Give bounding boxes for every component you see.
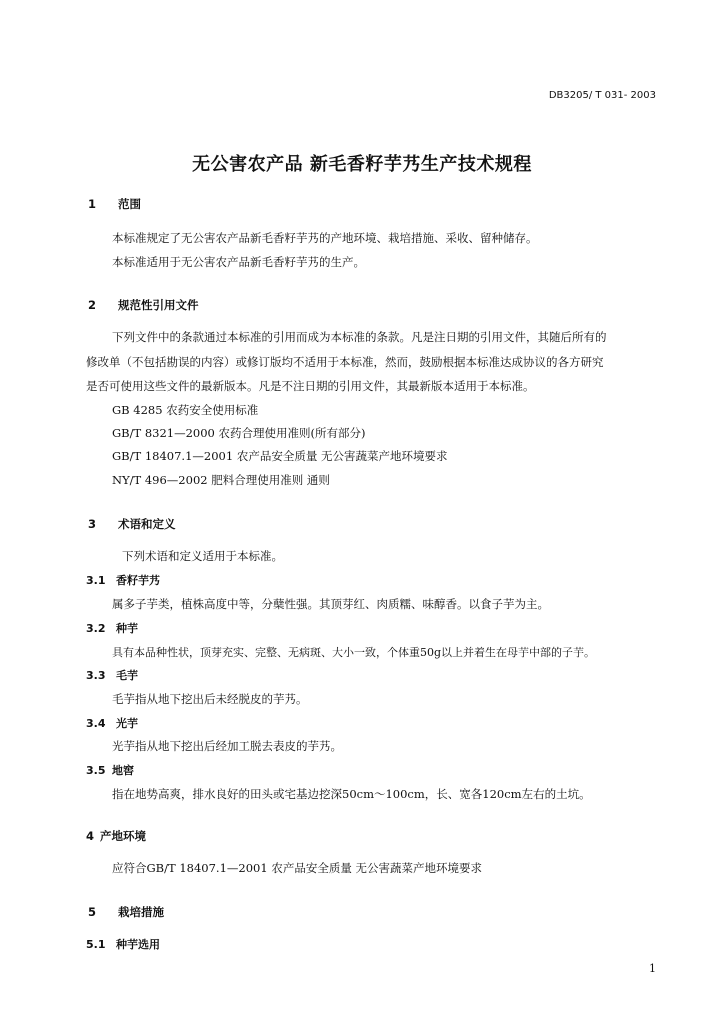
term-heading xyxy=(86,667,138,683)
section-3-heading xyxy=(88,516,176,532)
paragraph: 本标准适用于无公害农产品新毛香籽芋艿的生产。 xyxy=(112,255,365,269)
term-number: 3.2 xyxy=(86,622,106,635)
term-number: 3.3 xyxy=(86,669,106,682)
document-title: 无公害农产品 新毛香籽芋艿生产技术规程 xyxy=(192,154,532,175)
term-name: 种芋 xyxy=(116,622,138,635)
section-number: 3 xyxy=(88,517,97,531)
paragraph-line: 下列文件中的条款通过本标准的引用而成为本标准的条款。凡是注日期的引用文件，其随后所有的 xyxy=(112,330,607,344)
section-4-heading xyxy=(86,828,146,844)
term-heading xyxy=(86,762,134,778)
paragraph: 下列术语和定义适用于本标准。 xyxy=(122,549,283,563)
reference-item: GB/T 8321—2000 农药合理使用准则(所有部分) xyxy=(112,426,366,440)
term-definition: 属多子芋类，植株高度中等，分蘖性强。其顶芽红、肉质糯、味醇香。以食子芋为主。 xyxy=(112,597,549,611)
paragraph: 本标准规定了无公害农产品新毛香籽芋艿的产地环境、栽培措施、采收、留种储存。 xyxy=(112,231,538,245)
section-title: 范围 xyxy=(118,197,141,211)
term-heading xyxy=(86,572,160,588)
term-heading xyxy=(86,620,138,636)
term-name: 地窖 xyxy=(112,764,134,777)
term-heading xyxy=(86,715,138,731)
section-5-heading xyxy=(88,904,164,920)
section-title: 术语和定义 xyxy=(118,517,176,531)
subsection-number: 5.1 xyxy=(86,938,106,951)
reference-item: GB 4285 农药安全使用标准 xyxy=(112,403,259,417)
page-number: 1 xyxy=(649,962,656,975)
term-definition: 毛芋指从地下挖出后未经脱皮的芋艿。 xyxy=(112,692,308,706)
section-number: 4 xyxy=(86,829,95,843)
section-2-heading xyxy=(88,297,199,313)
paragraph-line: 修改单（不包括勘误的内容）或修订版均不适用于本标准，然而，鼓励根据本标准达成协议的各方研究 xyxy=(86,355,604,369)
section-number: 1 xyxy=(88,197,97,211)
term-name: 光芋 xyxy=(116,717,138,730)
term-definition: 光芋指从地下挖出后经加工脱去表皮的芋艿。 xyxy=(112,739,342,753)
paragraph-line: 是否可使用这些文件的最新版本。凡是不注日期的引用文件，其最新版本适用于本标准。 xyxy=(86,379,535,393)
term-name: 毛芋 xyxy=(116,669,138,682)
paragraph: 应符合GB/T 18407.1—2001 农产品安全质量 无公害蔬菜产地环境要求 xyxy=(112,861,482,875)
term-number: 3.5 xyxy=(86,764,106,777)
reference-item: GB/T 18407.1—2001 农产品安全质量 无公害蔬菜产地环境要求 xyxy=(112,449,448,463)
section-title: 规范性引用文件 xyxy=(118,298,199,312)
term-number: 3.4 xyxy=(86,717,106,730)
term-name: 香籽芋艿 xyxy=(116,574,160,587)
subsection-title: 种芋选用 xyxy=(116,938,160,951)
section-number: 2 xyxy=(88,298,97,312)
section-1-heading xyxy=(88,196,141,212)
reference-item: NY/T 496—2002 肥料合理使用准则 通则 xyxy=(112,473,330,487)
section-number: 5 xyxy=(88,905,97,919)
section-title: 栽培措施 xyxy=(118,905,164,919)
subsection-heading xyxy=(86,936,160,952)
term-definition: 具有本品种性状，顶芽充实、完整、无病斑、大小一致，个体重50g以上并着生在母芋中部的子芋。 xyxy=(112,646,596,659)
term-definition: 指在地势高爽，排水良好的田头或宅基边挖深50cm～100cm，长、宽各120cm左右的土坑。 xyxy=(112,787,591,801)
standard-code: DB3205/ T 031- 2003 xyxy=(548,90,656,101)
term-number: 3.1 xyxy=(86,574,106,587)
section-title: 产地环境 xyxy=(100,829,146,843)
